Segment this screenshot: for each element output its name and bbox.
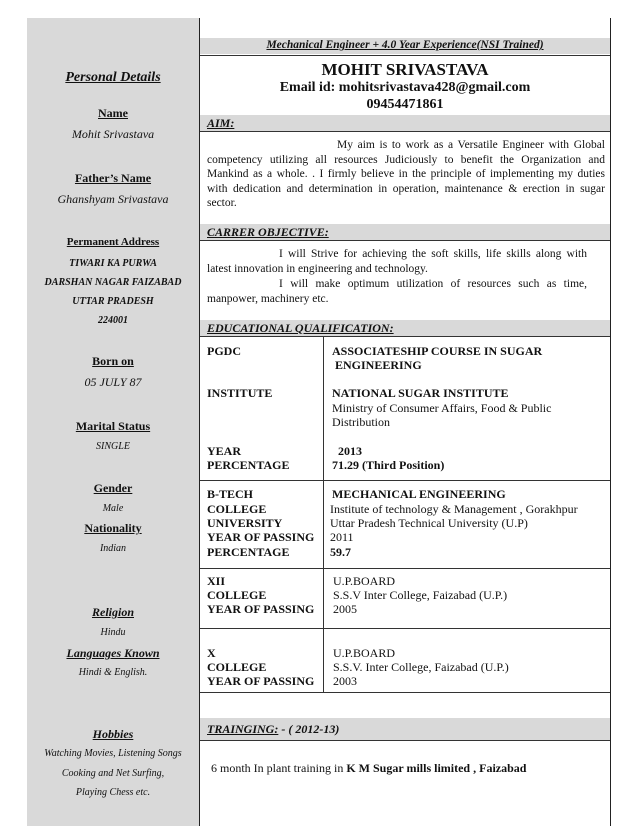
training-heading: TRAINGING: bbox=[207, 722, 279, 736]
email: Email id: mohitsrivastava428@gmail.com bbox=[279, 80, 531, 95]
training-heading-row bbox=[207, 722, 339, 737]
edu-value: U.P.BOARD bbox=[333, 574, 396, 588]
divider bbox=[200, 131, 610, 132]
training-text-plain: 6 month In plant training in bbox=[211, 761, 347, 775]
edu-value: S.S.V Inter College, Faizabad (U.P.) bbox=[333, 588, 508, 602]
edu-label: INSTITUTE bbox=[207, 386, 273, 400]
edu-label: YEAR OF PASSING bbox=[207, 602, 315, 616]
edu-value: 71.29 (Third Position) bbox=[332, 458, 445, 472]
divider bbox=[200, 568, 610, 569]
edu-value: 59.7 bbox=[330, 545, 351, 559]
divider bbox=[199, 18, 200, 826]
edu-label: YEAR OF PASSING bbox=[207, 674, 315, 688]
edu-label: UNIVERSITY bbox=[207, 516, 283, 530]
edu-label: PGDC bbox=[207, 344, 241, 358]
edu-label: PERCENTAGE bbox=[207, 458, 290, 472]
sidebar-title: Personal Details bbox=[65, 70, 161, 85]
aim-text: My aim is to work as a Versatile Engineer with Global competency utilizing all resources Judiciously to benefit the Organization and Mankind as a whole. . I firmly believe in the principle of implementing my duties with dedication and determination in operation, maintenance & erection in sugar sector. bbox=[207, 139, 605, 209]
marital-status-value: SINGLE bbox=[96, 441, 130, 452]
address-line: DARSHAN NAGAR FAIZABAD bbox=[44, 277, 182, 288]
address-label: Permanent Address bbox=[66, 236, 160, 248]
edu-label: COLLEGE bbox=[207, 502, 267, 516]
divider bbox=[200, 480, 610, 481]
born-value: 05 JULY 87 bbox=[84, 375, 142, 389]
religion-label: Religion bbox=[91, 605, 134, 619]
hobbies-line: Playing Chess etc. bbox=[75, 787, 151, 798]
marital-status-label: Marital Status bbox=[75, 419, 151, 433]
divider bbox=[200, 336, 610, 337]
training-text bbox=[211, 761, 526, 776]
name-value: Mohit Srivastava bbox=[71, 127, 155, 141]
section-band bbox=[200, 115, 610, 131]
languages-label: Languages Known bbox=[66, 646, 160, 660]
nationality-value: Indian bbox=[99, 543, 127, 554]
candidate-name: MOHIT SRIVASTAVA bbox=[321, 60, 489, 79]
edu-value: Institute of technology & Management , Gorakhpur bbox=[330, 502, 578, 516]
divider bbox=[200, 240, 610, 241]
divider bbox=[200, 628, 610, 629]
hobbies-line: Cooking and Net Surfing, bbox=[61, 768, 165, 779]
training-period: - ( 2012-13) bbox=[278, 722, 340, 736]
religion-value: Hindu bbox=[100, 627, 126, 638]
edu-label: PERCENTAGE bbox=[207, 545, 290, 559]
edu-value: NATIONAL SUGAR INSTITUTE bbox=[332, 386, 509, 400]
objective-line: I will Strive for achieving the soft skills, life skills along with latest innovation in engineering and technology. bbox=[207, 248, 587, 275]
languages-value: Hindi & English. bbox=[78, 667, 148, 678]
column-divider bbox=[323, 336, 324, 692]
nationality-label: Nationality bbox=[84, 521, 142, 535]
edu-value: S.S.V. Inter College, Faizabad (U.P.) bbox=[333, 660, 509, 674]
edu-label: YEAR bbox=[207, 444, 242, 458]
divider bbox=[200, 740, 610, 741]
edu-value: Distribution bbox=[332, 415, 391, 429]
father-name-value: Ghanshyam Srivastava bbox=[57, 192, 169, 206]
edu-value: ENGINEERING bbox=[335, 358, 422, 372]
divider bbox=[200, 55, 610, 56]
edu-value: 2011 bbox=[330, 530, 354, 544]
edu-value: 2013 bbox=[338, 444, 362, 458]
address-line: UTTAR PRADESH bbox=[72, 296, 154, 307]
aim-heading: AIM: bbox=[207, 116, 235, 130]
born-label: Born on bbox=[92, 354, 134, 368]
edu-value: Ministry of Consumer Affairs, Food & Public bbox=[332, 401, 552, 415]
edu-value: MECHANICAL ENGINEERING bbox=[332, 487, 506, 501]
address-line: TIWARI KA PURWA bbox=[69, 258, 157, 269]
edu-label: XII bbox=[207, 574, 226, 588]
divider bbox=[200, 692, 610, 693]
education-heading: EDUCATIONAL QUALIFICATION: bbox=[207, 321, 394, 335]
training-company: K M Sugar mills limited , Faizabad bbox=[346, 761, 527, 775]
phone: 09454471861 bbox=[366, 97, 444, 112]
divider bbox=[610, 18, 611, 826]
gender-label: Gender bbox=[93, 481, 133, 495]
edu-label: YEAR OF PASSING bbox=[207, 530, 315, 544]
edu-label: B-TECH bbox=[207, 487, 254, 501]
hobbies-label: Hobbies bbox=[92, 727, 134, 741]
father-name-label: Father’s Name bbox=[74, 171, 152, 185]
hobbies-line: Watching Movies, Listening Songs bbox=[44, 748, 182, 759]
edu-value: U.P.BOARD bbox=[333, 646, 396, 660]
edu-value: 2003 bbox=[333, 674, 357, 688]
objective-heading: CARRER OBJECTIVE: bbox=[207, 225, 329, 239]
edu-value: 2005 bbox=[333, 602, 357, 616]
edu-label: COLLEGE bbox=[207, 660, 267, 674]
edu-value: Uttar Pradesh Technical University (U.P) bbox=[330, 516, 528, 530]
address-line: 224001 bbox=[98, 315, 128, 326]
edu-label: COLLEGE bbox=[207, 588, 267, 602]
name-label: Name bbox=[98, 106, 128, 120]
gender-value: Male bbox=[102, 503, 124, 514]
edu-label: X bbox=[207, 646, 216, 660]
edu-value: ASSOCIATESHIP COURSE IN SUGAR bbox=[332, 344, 543, 358]
tagline: Mechanical Engineer + 4.0 Year Experience(NSI Trained) bbox=[266, 39, 544, 51]
objective-line: I will make optimum utilization of resources such as time, manpower, machinery etc. bbox=[207, 278, 587, 305]
